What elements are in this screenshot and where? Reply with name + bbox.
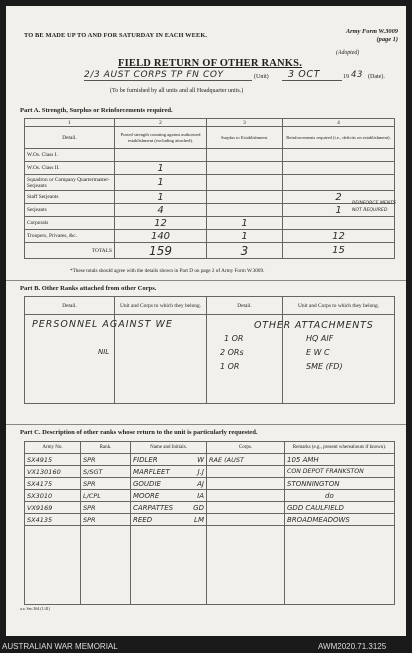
surplus-value: [207, 191, 283, 204]
row-label: Staff Serjeants: [25, 191, 115, 204]
reinf-value: [283, 162, 395, 175]
b-row-unit: E W C: [306, 348, 330, 357]
rank: SPR: [81, 514, 131, 526]
corps: [207, 514, 285, 526]
table-row: [25, 454, 395, 466]
table-row: [25, 514, 395, 526]
row-label: W.Os. Class I.: [25, 149, 115, 162]
army-no: SX4175: [25, 478, 81, 490]
rank: SPR: [81, 478, 131, 490]
name-cell: [131, 514, 207, 526]
c-header-name: Name and Initials.: [131, 442, 207, 454]
surname: GOUDIE: [133, 479, 161, 488]
surname: CARPATTES: [133, 503, 174, 512]
col-number-1: 1: [25, 119, 115, 127]
remarks: GDD CAULFIELD: [285, 502, 395, 514]
form-number: Army Form W.3009: [345, 28, 398, 35]
posted-value: 12: [115, 217, 207, 230]
part-a-title: Part A. Strength, Surplus or Reinforcements required.: [20, 107, 173, 114]
b-header-detail-2: Detail.: [207, 297, 283, 315]
part-b-title: Part B. Other Ranks attached from other Corps.: [20, 285, 157, 292]
year-value: 43: [351, 70, 364, 80]
row-label: Squadron or Company Quartermaster-Serjeants: [25, 175, 115, 191]
b-header-detail: Detail.: [25, 297, 115, 315]
initials: J.J: [197, 467, 204, 476]
instruction-text: TO BE MADE UP TO AND FOR SATURDAY IN EACH WEEK.: [24, 32, 208, 39]
rank: L/CPL: [81, 490, 131, 502]
reinf-total: 15: [283, 243, 395, 259]
table-row: [25, 478, 395, 490]
remarks: BROADMEADOWS: [285, 514, 395, 526]
surplus-total: 3: [207, 243, 283, 259]
army-no: SX3010: [25, 490, 81, 502]
c-header-rank: Rank.: [81, 442, 131, 454]
surname: REED: [133, 515, 153, 524]
remarks: 105 AMH: [285, 454, 395, 466]
handwritten-left: PERSONNEL AGAINST WE: [32, 319, 173, 330]
form-title: FIELD RETURN OF OTHER RANKS.: [118, 58, 303, 69]
adopted-label: (Adopted): [336, 50, 360, 56]
totals-note: *These totals should agree with the details shown in Part D on page 2 of Army Form W.3009.: [70, 268, 265, 274]
name-cell: [131, 466, 207, 478]
army-no: SX4915: [25, 454, 81, 466]
posted-total: 159: [115, 243, 207, 259]
army-no: VX9169: [25, 502, 81, 514]
table-row: [25, 466, 395, 478]
surplus-value: 1: [207, 217, 283, 230]
reinf-value: [283, 217, 395, 230]
c-header-army-no: Army No.: [25, 442, 81, 454]
handwritten-nil: NIL: [98, 348, 110, 356]
name-cell: [131, 490, 207, 502]
surname: MOORE: [133, 491, 160, 500]
b-header-unit-2: Unit and Corps to which they belong.: [283, 297, 395, 315]
caption-left: AUSTRALIAN WAR MEMORIAL: [2, 642, 118, 651]
surname: FIDLER: [133, 455, 158, 464]
table-row: [25, 191, 395, 204]
surplus-value: 1: [207, 230, 283, 243]
header-detail: Detail.: [25, 127, 115, 149]
table-row: [25, 204, 395, 217]
row-label: Troopers, Privates, &c.: [25, 230, 115, 243]
year-prefix: 19: [343, 74, 349, 80]
part-b-table: [24, 296, 395, 404]
posted-value: 1: [115, 175, 207, 191]
corps: RAE (AUST: [207, 454, 285, 466]
posted-value: [115, 149, 207, 162]
part-c-table: [24, 441, 395, 605]
b-row-unit: HQ AIF: [306, 334, 334, 343]
name-cell: [131, 478, 207, 490]
initials: IA: [197, 491, 204, 500]
rank: S/SGT: [81, 466, 131, 478]
row-label: W.Os. Class II.: [25, 162, 115, 175]
remarks: STONNINGTON: [285, 478, 395, 490]
col-number-4: 4: [283, 119, 395, 127]
table-row: [25, 502, 395, 514]
army-no: SX4135: [25, 514, 81, 526]
furnished-note: (To be furnished by all units and all Headquarter units.): [110, 88, 244, 94]
reinf-value: [283, 149, 395, 162]
col-number-2: 2: [115, 119, 207, 127]
part-c-title: Part C. Description of other ranks whose return to the unit is particularly requested.: [20, 429, 258, 436]
b-row-detail: 1 OR: [224, 334, 244, 343]
b-row-detail: 2 ORs: [220, 348, 244, 357]
c-header-corps: Corps.: [207, 442, 285, 454]
totals-label: TOTALS: [25, 243, 115, 259]
table-row: [25, 490, 395, 502]
table-row: [25, 175, 395, 191]
corps: [207, 466, 285, 478]
rank: SPR: [81, 502, 131, 514]
reinf-value: 12: [283, 230, 395, 243]
remarks: do: [285, 490, 395, 502]
surname: MARFLEET: [133, 467, 170, 476]
posted-value: 1: [115, 191, 207, 204]
totals-row: [25, 243, 395, 259]
corps: [207, 502, 285, 514]
handwritten-right: OTHER ATTACHMENTS: [254, 320, 374, 331]
posted-value: 4: [115, 204, 207, 217]
header-reinforcements: Reinforcements required (i.e., deficits on establishment).: [283, 127, 395, 149]
row-label: Serjeants: [25, 204, 115, 217]
table-row: [25, 230, 395, 243]
surplus-value: [207, 162, 283, 175]
print-code: a.a. Sec.364 (1/41): [20, 606, 51, 611]
table-row: [25, 149, 395, 162]
corps: [207, 490, 285, 502]
reinf-value: [283, 175, 395, 191]
surplus-value: [207, 149, 283, 162]
part-a-table: [24, 118, 395, 259]
table-row: [25, 162, 395, 175]
b-row-unit: SME (FD): [306, 362, 343, 371]
row-label: Corporals: [25, 217, 115, 230]
unit-label: (Unit): [254, 74, 269, 80]
corps: [207, 478, 285, 490]
rank: SPR: [81, 454, 131, 466]
form-page: [6, 6, 406, 636]
header-posted: Posted strength counting against authorised establishment (excluding attached).: [115, 127, 207, 149]
posted-value: 1: [115, 162, 207, 175]
b-row-detail: 1 OR: [220, 362, 240, 371]
unit-value: 2/3 AUST CORPS TP FN COY: [84, 70, 224, 80]
initials: AJ: [197, 479, 204, 488]
form-number-block: [314, 28, 398, 44]
surplus-value: [207, 175, 283, 191]
page-number: (page 1): [376, 36, 398, 43]
c-header-remarks: Remarks (e.g., present whereabouts if known).: [285, 442, 395, 454]
b-header-unit: Unit and Corps to which they belong.: [115, 297, 207, 315]
name-cell: [131, 454, 207, 466]
initials: GD: [193, 503, 204, 512]
reinf-note: REINFORCE MENTS NOT REQUIRED: [352, 201, 396, 213]
reinf-value: 2: [335, 191, 342, 203]
army-no: VX130160: [25, 466, 81, 478]
reinf-value: 1: [283, 204, 395, 217]
initials: W: [197, 455, 204, 464]
table-row: [25, 217, 395, 230]
header-surplus: Surplus to Establishment.: [207, 127, 283, 149]
col-number-3: 3: [207, 119, 283, 127]
name-cell: [131, 502, 207, 514]
remarks: CON DEPOT FRANKSTON: [285, 466, 395, 478]
surplus-value: [207, 204, 283, 217]
date-label: (Date).: [368, 74, 385, 80]
posted-value: 140: [115, 230, 207, 243]
caption-right: AWM2020.71.3125: [318, 642, 387, 651]
date-value: 3 OCT: [288, 69, 320, 80]
initials: LM: [194, 515, 204, 524]
